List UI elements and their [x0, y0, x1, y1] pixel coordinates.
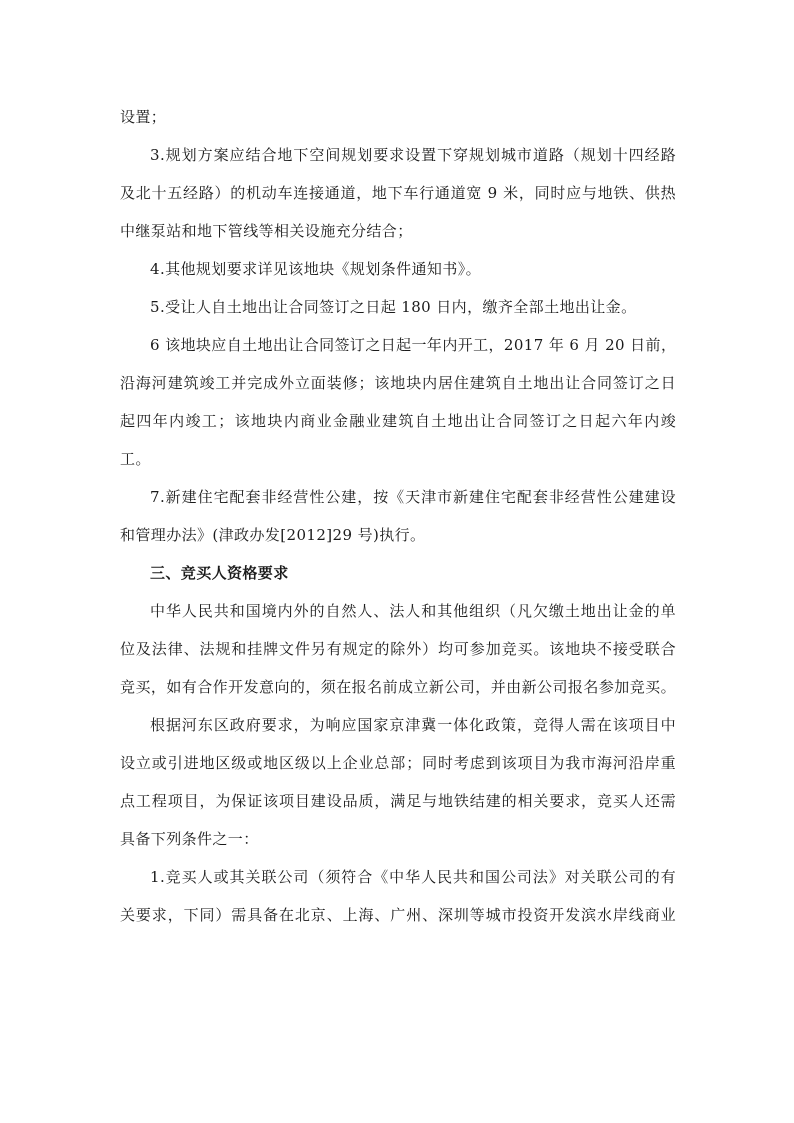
text-line: 起四年内竣工；该地块内商业金融业建筑自土地出让合同签订之日起六年内竣: [120, 412, 676, 430]
text-line: 7.新建住宅配套非经营性公建，按《天津市新建住宅配套非经营性公建建设: [150, 488, 676, 506]
text-line: 关要求，下同）需具备在北京、上海、广州、深圳等城市投资开发滨水岸线商业: [120, 906, 676, 924]
document-page: [120, 98, 676, 934]
text-line: 中华人民共和国境内外的自然人、法人和其他组织（凡欠缴土地出让金的单: [150, 602, 676, 620]
text-line: 设立或引进地区级或地区级以上企业总部；同时考虑到该项目为我市海河沿岸重: [120, 754, 676, 772]
text-line: 根据河东区政府要求，为响应国家京津冀一体化政策，竞得人需在该项目中: [150, 716, 676, 734]
text-line: 设置；: [120, 108, 167, 126]
text-line: 5.受让人自土地出让合同签订之日起 180 日内，缴齐全部土地出让金。: [150, 298, 637, 316]
text-line: 具备下列条件之一：: [120, 830, 259, 848]
text-line: 3.规划方案应结合地下空间规划要求设置下穿规划城市道路（规划十四经路: [150, 146, 676, 164]
text-line: 1.竞买人或其关联公司（须符合《中华人民共和国公司法》对关联公司的有: [150, 868, 676, 886]
text-line: 沿海河建筑竣工并完成外立面装修；该地块内居住建筑自土地出让合同签订之日: [120, 374, 676, 392]
text-line: 及北十五经路）的机动车连接通道，地下车行通道宽 9 米，同时应与地铁、供热: [120, 184, 676, 202]
text-line: 中继泵站和地下管线等相关设施充分结合；: [120, 222, 413, 240]
text-line: 6 该地块应自土地出让合同签订之日起一年内开工，2017 年 6 月 20 日前，: [150, 336, 677, 354]
text-line: 点工程项目，为保证该项目建设品质，满足与地铁结建的相关要求，竞买人还需: [120, 792, 676, 810]
text-line: 竞买，如有合作开发意向的，须在报名前成立新公司，并由新公司报名参加竞买。: [120, 678, 676, 696]
section-heading: 三、竞买人资格要求: [150, 564, 289, 582]
text-line: 4.其他规划要求详见该地块《规划条件通知书》。: [150, 260, 482, 278]
text-line: 工。: [120, 450, 151, 468]
text-line: 和管理办法》(津政办发[2012]29 号)执行。: [120, 526, 426, 544]
text-line: 位及法律、法规和挂牌文件另有规定的除外）均可参加竞买。该地块不接受联合: [120, 640, 676, 658]
